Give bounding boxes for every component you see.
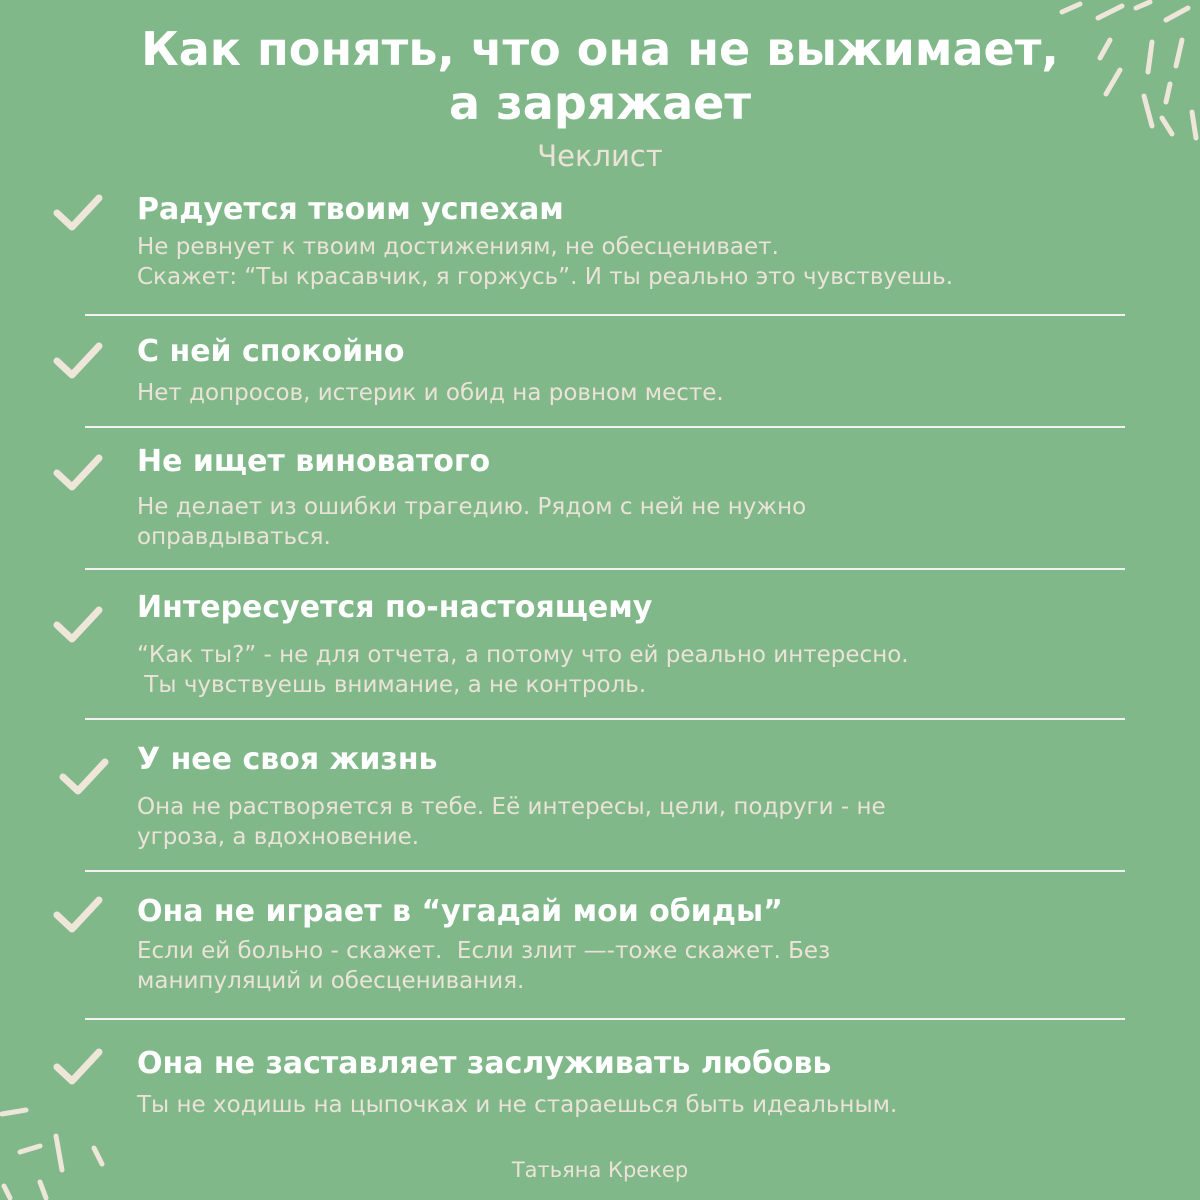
- check-icon: [58, 756, 110, 796]
- confetti-decoration-bottom-left: [0, 1090, 130, 1200]
- checklist-item-title: Не ищет виноватого: [137, 444, 491, 479]
- author-name: Татьяна Крекер: [511, 1158, 689, 1182]
- checklist-item-description: Ты не ходишь на цыпочках и не стараешься быть идеальным.: [137, 1092, 898, 1118]
- divider: [85, 314, 1125, 316]
- checklist-item-title: Радуется твоим успехам: [137, 192, 564, 227]
- divider: [85, 1018, 1125, 1020]
- check-icon: [52, 452, 104, 492]
- check-icon: [52, 192, 104, 232]
- check-icon: [52, 894, 104, 934]
- checklist-item-description: Она не растворяется в тебе. Её интересы, цели, подруги - не угроза, а вдохновение.: [137, 794, 886, 850]
- confetti-decoration-top-right: [1040, 0, 1200, 160]
- check-icon: [52, 340, 104, 380]
- check-icon: [52, 604, 104, 644]
- checklist-item-title: Она не играет в “угадай мои обиды”: [137, 894, 783, 929]
- checklist-item-title: Она не заставляет заслуживать любовь: [137, 1046, 832, 1081]
- page-title-line-1: Как понять, что она не выжимает,: [141, 22, 1059, 76]
- checklist-item-description: Если ей больно - скажет. Если злит —-тоже скажет. Без манипуляций и обесценивания.: [137, 938, 831, 994]
- divider: [85, 870, 1125, 872]
- checklist-item-description: Не ревнует к твоим достижениям, не обесценивает. Скажет: “Ты красавчик, я горжусь”. И ты реально это чувствуешь.: [137, 234, 954, 290]
- check-icon: [52, 1046, 104, 1086]
- divider: [85, 718, 1125, 720]
- page-title-line-2: а заряжает: [449, 76, 751, 130]
- page-subtitle: Чеклист: [537, 139, 663, 173]
- divider: [85, 426, 1125, 428]
- checklist-item-description: “Как ты?” - не для отчета, а потому что ей реально интересно. Ты чувствуешь внимание, а не контроль.: [137, 642, 909, 698]
- checklist-item-description: Нет допросов, истерик и обид на ровном месте.: [137, 380, 724, 406]
- checklist-item-title: У нее своя жизнь: [137, 742, 438, 777]
- divider: [85, 568, 1125, 570]
- checklist-item-title: С ней спокойно: [137, 334, 405, 369]
- checklist-item-title: Интересуется по-настоящему: [137, 590, 653, 625]
- checklist-item-description: Не делает из ошибки трагедию. Рядом с ней не нужно оправдываться.: [137, 494, 807, 550]
